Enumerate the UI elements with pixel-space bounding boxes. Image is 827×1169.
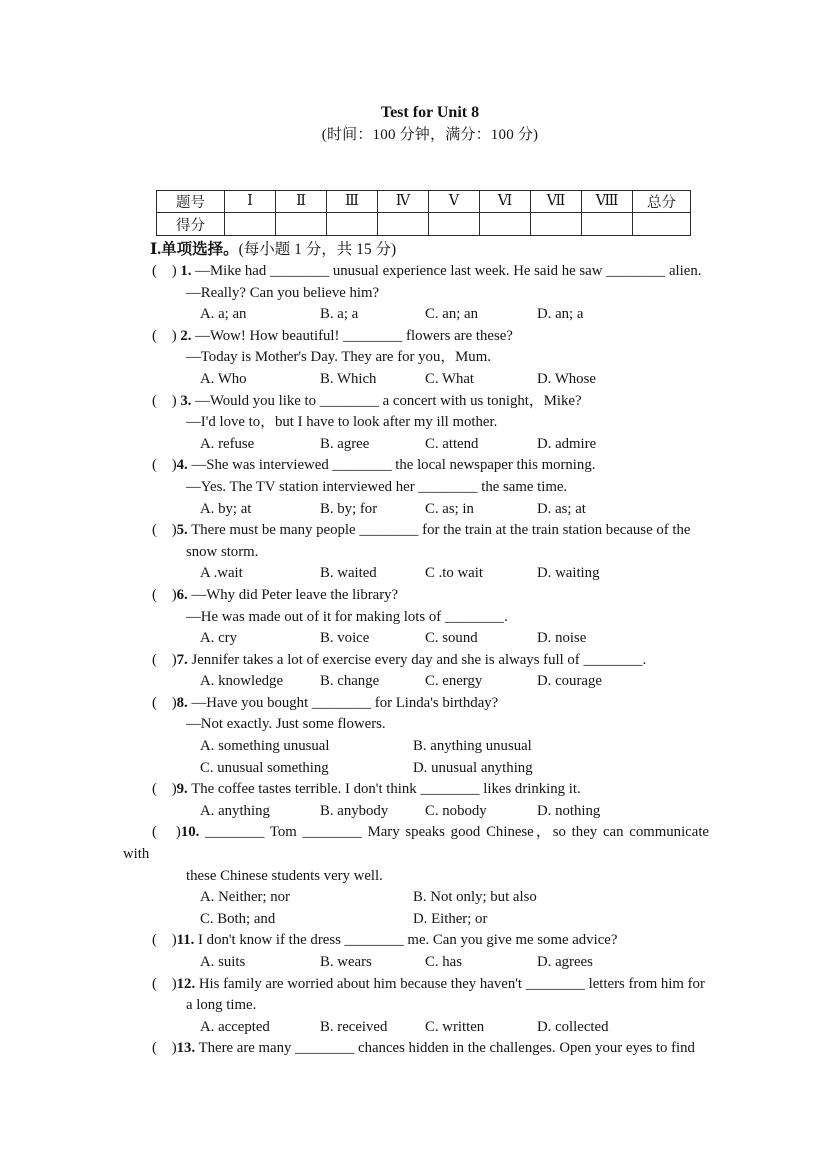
option-item: C. as; in — [425, 500, 474, 517]
option-item: A. suits — [200, 954, 246, 970]
question-stem-line — [152, 779, 709, 801]
answer-blank-parens: ( ) — [152, 263, 181, 279]
score-table-cell: 总分 — [633, 191, 691, 213]
question-block — [0, 585, 827, 650]
option-item: D. an; a — [537, 306, 584, 323]
question-number: 8. — [176, 694, 188, 711]
question-continuation-line: these Chinese students very well. — [186, 867, 383, 884]
score-table-cell: Ⅲ — [327, 191, 378, 213]
question-stem: I don't know if the dress ________ me. Can you give me some advice? — [194, 932, 618, 949]
question-stem: —She was interviewed ________ the local newspaper this morning. — [187, 457, 596, 474]
option-item: D. waiting — [537, 565, 600, 582]
section-heading — [150, 239, 396, 261]
answer-blank-parens: ( ) — [152, 975, 177, 992]
option-row — [200, 304, 827, 326]
score-table-cell: Ⅷ — [582, 191, 633, 213]
option-item: A. Neither; nor — [200, 889, 290, 906]
option-item: C. Both; and — [200, 910, 276, 927]
answer-blank-parens: ( ) — [152, 392, 181, 409]
score-table-label-cell: 题号 — [157, 191, 225, 213]
option-item: A. something unusual — [200, 738, 330, 755]
answer-blank-parens: ( ) — [152, 586, 177, 603]
option-item: C. unusual something — [200, 759, 329, 776]
score-table-cell — [633, 213, 691, 236]
question-stem: —Mike had ________ unusual experience last week. He said he saw ________ alien. — [191, 263, 702, 279]
option-item: B. wears — [320, 954, 372, 970]
question-continuation-line: snow storm. — [186, 543, 259, 560]
question-stem-line — [152, 650, 709, 672]
score-table-cell — [429, 213, 480, 236]
score-table-cell: Ⅱ — [276, 191, 327, 213]
answer-blank-parens: ( ) — [152, 457, 177, 474]
answer-blank-parens: ( ) — [152, 781, 177, 798]
option-row — [200, 628, 827, 650]
question-continuation-line: a long time. — [186, 997, 257, 1014]
option-item: B. voice — [320, 630, 370, 647]
option-item: C. What — [425, 370, 475, 387]
question-stem-line — [152, 261, 709, 283]
question-block — [0, 391, 827, 456]
question-block — [0, 693, 827, 779]
question-stem: —Why did Peter leave the library? — [187, 586, 399, 603]
score-table-body — [157, 191, 691, 236]
option-item: B. change — [320, 673, 380, 690]
option-item: D. noise — [537, 630, 587, 647]
question-stem: Jennifer takes a lot of exercise every day and she is always full of ________. — [187, 651, 647, 668]
option-item: B. a; a — [320, 306, 359, 323]
option-item: C. sound — [425, 630, 478, 647]
score-table-cell — [276, 213, 327, 236]
score-table-cell: Ⅰ — [225, 191, 276, 213]
answer-blank-parens: ( ) — [152, 932, 177, 949]
question-number: 9. — [176, 781, 188, 798]
option-row — [200, 887, 827, 909]
option-item: C. has — [425, 954, 462, 970]
question-stem-line — [152, 974, 709, 996]
question-stem-line — [152, 585, 709, 607]
question-stem: The coffee tastes terrible. I don't think ________ likes drinking it. — [187, 781, 581, 798]
question-continuation-line: —He was made out of it for making lots of ________. — [186, 608, 508, 625]
option-item: A. refuse — [200, 435, 255, 452]
option-item: B. waited — [320, 565, 377, 582]
score-table-cell — [480, 213, 531, 236]
option-item: D. unusual anything — [413, 759, 533, 776]
option-item: B. Not only; but also — [413, 889, 537, 906]
question-block — [0, 930, 827, 973]
question-stem-line — [152, 520, 709, 542]
option-item: B. by; for — [320, 500, 378, 517]
question-stem: His family are worried about him because they haven't ________ letters from him for — [195, 975, 705, 992]
question-number: 1. — [180, 263, 192, 279]
option-row — [200, 434, 827, 456]
question-number: 7. — [176, 651, 188, 668]
score-table-cell — [531, 213, 582, 236]
answer-blank-parens: ( ) — [152, 824, 181, 841]
option-row — [200, 736, 827, 758]
paper-header — [0, 102, 827, 146]
option-item: B. anything unusual — [413, 738, 532, 755]
option-item: C. energy — [425, 673, 483, 690]
option-item: A. cry — [200, 630, 237, 647]
score-table-cell: Ⅵ — [480, 191, 531, 213]
score-table-cell — [327, 213, 378, 236]
option-item: D. admire — [537, 435, 597, 452]
question-number: 4. — [176, 457, 188, 474]
option-item: D. courage — [537, 673, 602, 690]
option-item: C. attend — [425, 435, 479, 452]
question-block — [0, 974, 827, 1039]
score-table-cell: Ⅳ — [378, 191, 429, 213]
question-continuation-line: —Today is Mother's Day. They are for you，Mum. — [186, 349, 491, 366]
answer-blank-parens: ( ) — [152, 522, 177, 539]
answer-blank-parens: ( ) — [152, 694, 177, 711]
question-block — [0, 779, 827, 822]
score-table-cell: Ⅴ — [429, 191, 480, 213]
question-stem: —Have you bought ________ for Linda's birthday? — [187, 694, 499, 711]
option-row — [200, 909, 827, 931]
question-stem: —Wow! How beautiful! ________ flowers are these? — [191, 327, 513, 344]
option-item: D. collected — [537, 1018, 609, 1035]
question-block — [0, 822, 827, 930]
option-item: A. anything — [200, 802, 270, 819]
option-item: A .wait — [200, 565, 243, 582]
question-stem: —Would you like to ________ a concert with us tonight，Mike? — [191, 392, 582, 409]
answer-blank-parens: ( ) — [152, 327, 181, 344]
option-item: A. accepted — [200, 1018, 270, 1035]
question-number: 3. — [180, 392, 192, 409]
option-item: A. by; at — [200, 500, 252, 517]
question-stem-line — [152, 822, 709, 844]
option-row — [200, 1017, 827, 1039]
question-number: 10. — [180, 824, 200, 841]
option-item: B. Which — [320, 370, 377, 387]
section-heading-title: Ⅰ.单项选择。 — [150, 241, 239, 258]
score-table-header-row — [157, 191, 691, 213]
score-table-score-row — [157, 213, 691, 236]
option-item: D. Either; or — [413, 910, 488, 927]
option-item: B. agree — [320, 435, 370, 452]
option-row — [200, 801, 827, 823]
question-continuation-line: —I'd love to，but I have to look after my ill mother. — [186, 414, 498, 431]
question-number: 5. — [176, 522, 188, 539]
score-table-cell — [225, 213, 276, 236]
option-row — [200, 758, 827, 780]
score-table-cell — [378, 213, 429, 236]
question-block — [0, 455, 827, 520]
option-row — [200, 671, 827, 693]
question-block — [0, 261, 827, 326]
option-item: D. as; at — [537, 500, 586, 517]
question-block — [0, 650, 827, 693]
question-number: 6. — [176, 586, 188, 603]
option-item: C. nobody — [425, 802, 487, 819]
option-item: D. agrees — [537, 954, 593, 970]
score-table-label-cell: 得分 — [157, 213, 225, 236]
option-item: A. a; an — [200, 306, 247, 323]
option-item: A. knowledge — [200, 673, 284, 690]
score-table-cell: Ⅶ — [531, 191, 582, 213]
question-number: 2. — [180, 327, 192, 344]
option-item: C .to wait — [425, 565, 483, 582]
score-table — [156, 190, 691, 236]
question-continuation-line: —Really? Can you believe him? — [186, 284, 380, 301]
option-item: C. an; an — [425, 306, 479, 323]
option-item: A. Who — [200, 370, 247, 387]
question-block — [0, 1038, 827, 1060]
option-item: D. Whose — [537, 370, 596, 387]
page-subtitle: (时间：100 分钟，满分：100 分) — [321, 127, 539, 143]
question-continuation-line: —Not exactly. Just some flowers. — [186, 716, 386, 733]
questions-list — [0, 261, 827, 1060]
question-number: 12. — [176, 975, 196, 992]
option-row — [200, 499, 827, 521]
question-number: 13. — [176, 1040, 196, 1057]
section-heading-note: (每小题 1 分，共 15 分) — [238, 241, 397, 258]
question-number: 11. — [176, 932, 195, 949]
answer-blank-parens: ( ) — [152, 1040, 177, 1057]
question-block — [0, 520, 827, 585]
question-stem: There must be many people ________ for the train at the train station because of the — [187, 522, 691, 539]
option-item: C. written — [425, 1018, 485, 1035]
question-stem: There are many ________ chances hidden in the challenges. Open your eyes to find — [195, 1040, 695, 1057]
question-stem-line — [152, 1038, 709, 1060]
option-item: B. received — [320, 1018, 388, 1035]
question-block — [0, 326, 827, 391]
option-row — [200, 952, 827, 974]
option-row — [200, 369, 827, 391]
question-stem-line — [152, 455, 709, 477]
question-continuation-line: —Yes. The TV station interviewed her ________ the same time. — [186, 478, 568, 495]
question-stem-line — [152, 693, 709, 715]
question-wrap-line: with — [123, 846, 150, 863]
option-item: D. nothing — [537, 802, 601, 819]
question-stem-line — [152, 326, 709, 348]
answer-blank-parens: ( ) — [152, 651, 177, 668]
score-table-cell — [582, 213, 633, 236]
option-row — [200, 563, 827, 585]
question-stem: ________ Tom ________ Mary speaks good Chinese，so they can communicate — [199, 824, 709, 841]
page-title: Test for Unit 8 — [380, 104, 480, 121]
option-item: B. anybody — [320, 802, 389, 819]
question-stem-line — [152, 930, 709, 952]
question-stem-line — [152, 391, 709, 413]
